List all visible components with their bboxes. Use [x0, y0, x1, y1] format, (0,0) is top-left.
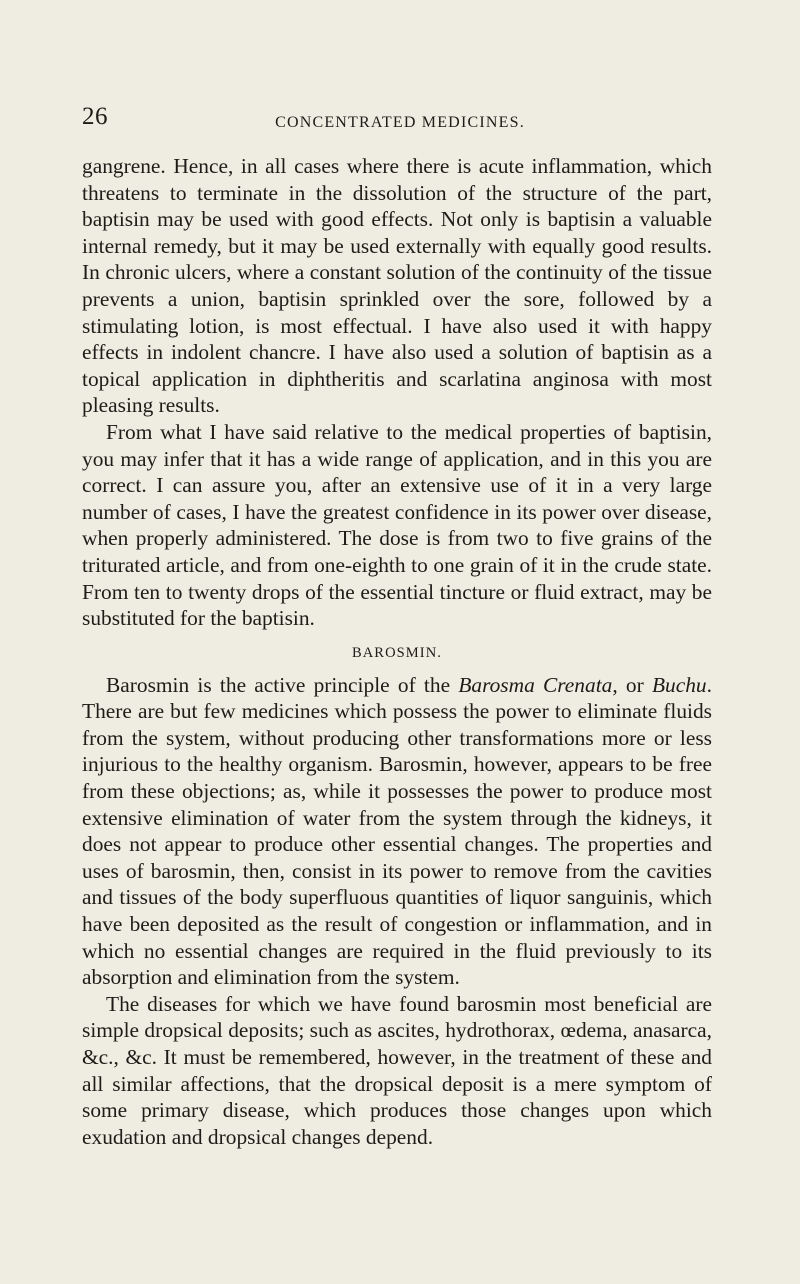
common-name: Buchu [651, 672, 707, 697]
text-run: . There are but few medicines which possess the power to eliminate fluids from the system, without producing other transformations more or less injurious to the healthy organism. Barosmin, however, appears to be free from these objections; as, while it possesses the power to produce most extensive elimination of water from the system through the kidneys, it does not appear to produce other essential changes. The properties and uses of barosmin, then, consist in its power to remove from the cavities and tissues of the body superfluous quantities of liquor sanguinis, which have been deposited as the result of congestion or inflammation, and in which no essential changes are required in the fluid previously to its absorption and elimination from the system. [82, 672, 712, 990]
paragraph-dose: From what I have said relative to the medical properties of baptisin, you may infer that it has a wide range of application, and in this you are correct. I can assure you, after an extensive use of it in a very large number of cases, I have the greatest confidence in its power over disease, when properly administered. The dose is from two to five grains of the triturated article, and from one-eighth to one grain of it in the crude state. From ten to twenty drops of the essential tincture or fluid extract, may be substituted for the baptisin. [82, 419, 712, 631]
section-heading-barosmin: BAROSMIN. [351, 644, 443, 661]
text-run: , or [612, 672, 652, 697]
text-run: Barosmin is the active principle of the [106, 672, 459, 697]
page-number: 26 [82, 103, 108, 130]
paragraph-barosmin-intro [82, 672, 712, 991]
paragraph-diseases: The diseases for which we have found barosmin most beneficial are simple dropsical deposits; such as ascites, hydrothorax, œdema, anasarca, &c., &c. It must be remembered, however, in the treatment of these and all similar affections, that the dropsical deposit is a mere symptom of some primary disease, which produces those changes upon which exudation and dropsical changes depend. [82, 991, 712, 1149]
species-name: Barosma Crenata [458, 672, 613, 697]
paragraph-continuation: gangrene. Hence, in all cases where there is acute inflammation, which threatens to terminate in the dissolution of the structure of the part, baptisin may be used with good effects. Not only is baptisin a valuable internal remedy, but it may be used externally with equally good results. In chronic ulcers, where a constant solution of the continuity of the tissue prevents a union, baptisin sprinkled over the sore, followed by a stimulating lotion, is most effectual. I have also used it with happy effects in indolent chancre. I have also used a solution of baptisin as a topical application in diphtheritis and scarlatina anginosa with most pleasing results. [82, 154, 712, 418]
running-title: CONCENTRATED MEDICINES. [275, 114, 525, 131]
body-text [82, 153, 712, 1150]
